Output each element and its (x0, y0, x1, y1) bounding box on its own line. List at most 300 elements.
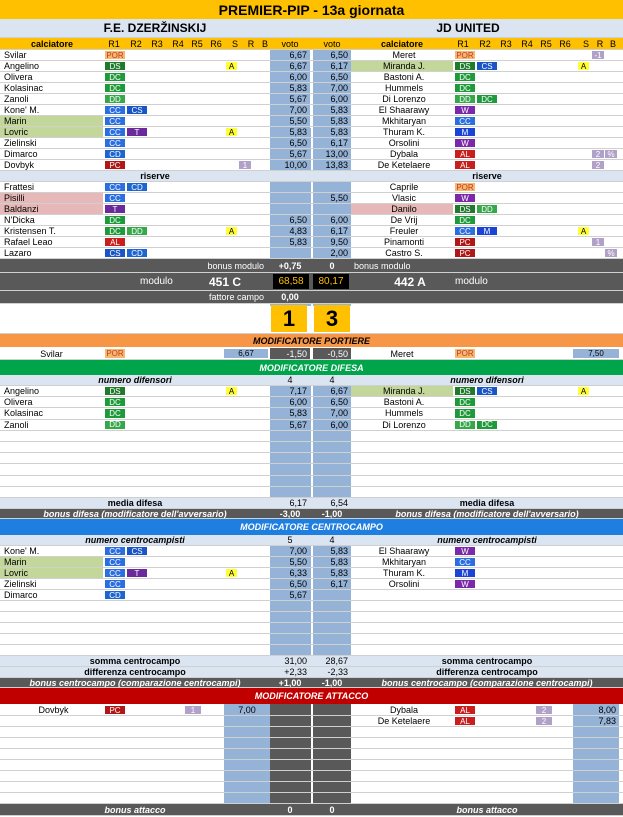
home-role-dc: DC (105, 84, 125, 92)
away-voto: 6,17 (330, 138, 348, 148)
away-role-m: M (455, 569, 475, 577)
away-voto: 6,17 (330, 61, 348, 71)
home-total: 68,58 (273, 274, 309, 289)
centrocampo-band: MODIFICATORE CENTROCAMPO (0, 519, 623, 535)
difesa-row (0, 453, 623, 464)
away-defender-name: Miranda J. (351, 386, 453, 396)
away-role-cc: CC (455, 117, 475, 125)
page-title: PREMIER-PIP - 13a giornata (0, 0, 623, 19)
home-player-name: Angelino (4, 61, 40, 71)
home-somma: 31,00 (284, 656, 307, 666)
reserve-row (0, 237, 623, 248)
home-role-cs: CS (105, 249, 125, 257)
home-header-r1: R1 (108, 38, 120, 49)
player-row (0, 127, 623, 138)
home-role-por: POR (106, 50, 124, 60)
centrocampo-row (0, 612, 623, 623)
home-bonus-modulo: +0,75 (278, 260, 302, 271)
home-bonus-difesa: -3,00 (279, 509, 301, 518)
team-header-row (0, 19, 623, 38)
away-header-s: S (582, 38, 589, 49)
home-modulo-label: modulo (140, 276, 173, 287)
home-role-cs: CS (127, 547, 147, 555)
away-bonus-difesa-label: bonus difesa (modificatore dell'avversario) (395, 509, 579, 518)
bonus-attacco-row (0, 804, 623, 816)
away-voto: 7,00 (330, 83, 348, 93)
home-role-cc: CC (105, 569, 125, 577)
home-gk-mod: -1,50 (270, 348, 310, 359)
home-voto: 5,83 (289, 83, 307, 93)
away-player-name: Miranda J. (351, 61, 453, 71)
home-role-cs: CS (127, 106, 147, 114)
away-defender-name: Di Lorenzo (382, 419, 426, 430)
away-role-por: POR (456, 182, 474, 192)
home-voto: 6,67 (289, 50, 307, 60)
home-voto: 6,00 (289, 72, 307, 82)
away-team-name: JD UNITED (436, 21, 500, 35)
home-role-ds: DS (105, 387, 125, 395)
attacco-row (0, 716, 623, 727)
home-role-cd: CD (105, 591, 125, 599)
away-forward-voto: 7,83 (598, 716, 616, 726)
home-player-name: Zielinski (4, 138, 37, 148)
away-gk-name: Meret (390, 348, 414, 359)
home-centrocampo-n: 5 (287, 535, 293, 545)
away-role-dc: DC (455, 398, 475, 406)
home-reserve-name: Pisilli (0, 193, 103, 203)
away-reserve-name: Freuler (389, 226, 419, 236)
home-midfielder-voto: 6,33 (289, 568, 307, 578)
home-header-r6: R6 (210, 38, 222, 49)
away-b-badge: % (605, 249, 617, 257)
away-midfielder-voto: 5,83 (330, 546, 348, 556)
attacco-row (0, 749, 623, 760)
away-voto: 13,00 (325, 149, 348, 159)
attacco-band: MODIFICATORE ATTACCO (0, 688, 623, 704)
home-card-badge: A (226, 387, 237, 395)
differenza-centrocampo-row (0, 667, 623, 678)
fattore-campo-label: fattore campo (208, 292, 264, 302)
away-bonus-difesa: -1,00 (321, 509, 343, 518)
home-forward-voto: 7,00 (238, 705, 256, 715)
player-row (0, 138, 623, 149)
home-modulo: 451 C (208, 274, 242, 289)
home-header-calciatore: calciatore (30, 38, 74, 49)
home-role-cc: CC (105, 117, 125, 125)
away-role-pc: PC (455, 238, 475, 246)
home-role-cc: CC (105, 194, 125, 202)
away-role-ds: DS (455, 62, 475, 70)
away-header-r1: R1 (457, 38, 469, 49)
attacco-row (0, 705, 623, 716)
home-defender-voto: 5,67 (289, 419, 307, 430)
away-header-r2: R2 (479, 38, 491, 49)
home-card-badge: A (226, 227, 237, 235)
away-total: 80,17 (313, 274, 349, 289)
home-reserve-name: Kristensen T. (4, 226, 56, 236)
home-header-r: R (247, 38, 255, 49)
reserve-row (0, 215, 623, 226)
difesa-row (0, 464, 623, 475)
away-score: 3 (314, 305, 350, 332)
away-role-m: M (477, 227, 497, 235)
away-role-al: AL (455, 161, 475, 169)
away-media-difesa: 6,54 (330, 498, 348, 508)
away-voto (313, 204, 351, 214)
away-header-r4: R4 (521, 38, 533, 49)
home-role-dc: DC (105, 227, 125, 235)
home-reserve-name: N'Dicka (4, 215, 35, 225)
home-player-name: Zanoli (4, 94, 29, 104)
reserve-row (0, 248, 623, 259)
away-voto: 5,83 (330, 116, 348, 126)
away-r-badge: 2 (536, 706, 552, 714)
home-voto: 5,50 (289, 116, 307, 126)
home-player-name: Marin (0, 116, 103, 126)
home-voto: 6,50 (289, 138, 307, 148)
away-role-dc: DC (455, 216, 475, 224)
away-somma-label: somma centrocampo (441, 656, 533, 666)
player-row (0, 94, 623, 105)
home-midfielder-voto: 5,67 (289, 590, 307, 600)
home-voto: 6,50 (289, 215, 307, 225)
away-reserve-name: De Vrij (390, 215, 418, 225)
away-role-w: W (455, 194, 475, 202)
away-header-r: R (596, 38, 604, 49)
centrocampo-row (0, 634, 623, 645)
away-bonus-modulo-label: bonus modulo (354, 260, 411, 271)
away-defender-name: Hummels (384, 408, 423, 419)
away-defender-voto: 6,50 (330, 397, 348, 408)
home-header-b: B (261, 38, 268, 49)
away-role-cs: CS (477, 62, 497, 70)
home-role-t: T (127, 569, 147, 577)
away-defender-voto: 6,00 (330, 419, 348, 430)
away-defender-voto: 7,00 (330, 408, 348, 419)
home-role-ds: DS (105, 62, 125, 70)
attacco-row (0, 771, 623, 782)
home-role-cd: CD (127, 183, 147, 191)
away-role-por: POR (456, 50, 474, 60)
score-row (0, 304, 623, 334)
reserve-row (0, 204, 623, 215)
away-difesa-n: 4 (329, 375, 335, 385)
home-role-cd: CD (105, 150, 125, 158)
player-row (0, 61, 623, 72)
home-difesa-n: 4 (287, 375, 293, 385)
home-role-dd: DD (127, 227, 147, 235)
away-bonus-attacco: 0 (329, 804, 335, 815)
bonus-centrocampo-row (0, 678, 623, 688)
home-role-al: AL (105, 238, 125, 246)
away-r-badge: 1 (592, 238, 604, 246)
home-voto (270, 204, 310, 214)
away-role-ds: DS (455, 387, 475, 395)
away-bonus-cc: -1,00 (321, 678, 343, 687)
centrocampo-row (0, 645, 623, 656)
away-header-r6: R6 (559, 38, 571, 49)
away-role-dd: DD (455, 95, 475, 103)
away-midfielder-voto: 5,83 (330, 568, 348, 578)
away-card-badge: A (578, 387, 589, 395)
away-player-name: Thuram K. (382, 127, 425, 137)
home-player-name: Lovric (0, 127, 103, 137)
away-role-al: AL (455, 706, 475, 714)
home-difesa-label: numero difensori (98, 375, 172, 385)
away-header-r3: R3 (500, 38, 512, 49)
home-defender-name: Olivera (4, 397, 33, 408)
away-gk-voto: 7,50 (573, 349, 619, 358)
home-score: 1 (271, 305, 307, 332)
away-forward-voto: 8,00 (598, 705, 616, 715)
difesa-row (0, 431, 623, 442)
home-gk-name: Svilar (40, 348, 63, 359)
home-voto (270, 248, 310, 258)
away-role-w: W (455, 106, 475, 114)
away-voto: 6,50 (330, 50, 348, 60)
home-voto: 5,83 (289, 127, 307, 137)
away-voto: 6,17 (330, 226, 348, 236)
home-role-dc: DC (105, 73, 125, 81)
player-row (0, 50, 623, 61)
attacco-row (0, 782, 623, 793)
home-role-cc: CC (105, 183, 125, 191)
away-midfielder-voto: 5,83 (330, 557, 348, 567)
away-reserve-name: Pinamonti (383, 237, 425, 247)
away-forward-name: De Ketelaere (377, 716, 431, 726)
away-role-dc: DC (477, 421, 497, 429)
home-midfielder-name: Dimarco (4, 590, 38, 600)
home-r-badge: 1 (239, 161, 251, 169)
away-voto: 5,50 (330, 193, 348, 203)
home-gk-role: POR (106, 349, 124, 358)
away-modulo: 442 A (394, 274, 426, 289)
home-voto: 10,00 (284, 160, 307, 170)
home-header-voto: voto (281, 38, 299, 49)
home-midfielder-name: Kone' M. (4, 546, 40, 556)
away-player-name: Di Lorenzo (382, 94, 426, 104)
away-defender-name: Bastoni A. (383, 397, 425, 408)
home-voto (270, 193, 310, 203)
home-role-cc: CC (105, 558, 125, 566)
home-player-name: Olivera (4, 72, 33, 82)
home-role-pc: PC (105, 706, 125, 714)
home-voto: 6,67 (289, 61, 307, 71)
difesa-row (0, 408, 623, 419)
home-role-cd: CD (127, 249, 147, 257)
home-card-badge: A (226, 569, 237, 577)
away-r-badge: -1 (592, 51, 604, 59)
home-gk-voto: 6,67 (224, 349, 268, 358)
away-role-dd: DD (477, 205, 497, 213)
home-somma-label: somma centrocampo (89, 656, 181, 666)
home-bonus-difesa-label: bonus difesa (modificatore dell'avversario) (43, 509, 227, 518)
away-role-cc: CC (455, 227, 475, 235)
home-role-dd: DD (105, 95, 125, 103)
home-header-s: S (231, 38, 238, 49)
player-row (0, 83, 623, 94)
away-role-dc: DC (455, 409, 475, 417)
home-player-name: Dovbyk (4, 160, 35, 170)
bonus-difesa-row (0, 509, 623, 519)
portiere-band: MODIFICATORE PORTIERE (0, 334, 623, 347)
home-midfielder-name: Marin (0, 557, 103, 567)
centrocampo-row (0, 579, 623, 590)
home-header-r4: R4 (172, 38, 184, 49)
centrocampo-header (0, 535, 623, 546)
away-midfielder-name: El Shaarawy (378, 546, 430, 556)
away-player-name: El Shaarawy (378, 105, 430, 115)
away-role-dc: DC (477, 95, 497, 103)
home-midfielder-name: Lovric (0, 568, 103, 578)
difesa-row (0, 487, 623, 498)
home-role-cc: CC (105, 106, 125, 114)
away-player-name: De Ketelaere (377, 160, 431, 170)
home-role-dc: DC (105, 409, 125, 417)
home-role-t: T (105, 205, 125, 213)
centrocampo-row (0, 601, 623, 612)
home-bonus-cc-label: bonus centrocampo (comparazione centrocampi) (29, 678, 241, 687)
away-somma: 28,67 (325, 656, 348, 666)
away-r-badge: 2 (592, 161, 604, 169)
difesa-row (0, 476, 623, 487)
home-role-dc: DC (105, 216, 125, 224)
away-player-name: Hummels (384, 83, 423, 93)
home-reserve-name: Lazaro (4, 248, 32, 258)
away-reserve-name: Vlasic (391, 193, 416, 203)
home-player-name: Kolasinac (4, 83, 44, 93)
home-bonus-cc: +1,00 (278, 678, 302, 687)
away-role-w: W (455, 139, 475, 147)
home-role-dc: DC (105, 398, 125, 406)
difesa-row (0, 442, 623, 453)
away-card-badge: A (578, 62, 589, 70)
away-bonus-cc-label: bonus centrocampo (comparazione centrocampi) (381, 678, 593, 687)
away-difesa-label: numero difensori (450, 375, 524, 385)
home-media-label: media difesa (107, 498, 163, 508)
home-midfielder-voto: 7,00 (289, 546, 307, 556)
attacco-row (0, 793, 623, 804)
away-voto: 6,00 (330, 94, 348, 104)
home-card-badge: A (226, 62, 237, 70)
home-player-name: Dimarco (4, 149, 38, 159)
home-voto: 7,00 (289, 105, 307, 115)
player-row (0, 149, 623, 160)
home-role-cc: CC (105, 580, 125, 588)
away-role-dc: DC (455, 84, 475, 92)
column-header-row (0, 38, 623, 50)
home-header-r3: R3 (151, 38, 163, 49)
away-r-badge: 2 (536, 717, 552, 725)
centrocampo-row (0, 623, 623, 634)
away-role-m: M (455, 128, 475, 136)
reserve-row (0, 226, 623, 237)
home-r-badge: 1 (185, 706, 201, 714)
home-player-name: Kone' M. (4, 105, 40, 115)
player-row (0, 72, 623, 83)
attacco-row (0, 727, 623, 738)
centrocampo-row (0, 557, 623, 568)
bonus-modulo-row (0, 259, 623, 273)
home-defender-voto: 7,17 (289, 386, 307, 397)
player-row (0, 160, 623, 171)
away-voto: 5,83 (330, 127, 348, 137)
somma-centrocampo-row (0, 656, 623, 667)
portiere-row (0, 348, 623, 360)
away-reserves-label: riserve (472, 171, 502, 181)
home-voto: 4,83 (289, 226, 307, 236)
away-role-dd: DD (455, 421, 475, 429)
away-voto: 9,50 (330, 237, 348, 247)
home-midfielder-name: Zielinski (4, 579, 37, 589)
reserve-row (0, 182, 623, 193)
difesa-row (0, 386, 623, 397)
difesa-row (0, 397, 623, 408)
away-reserve-name: Castro S. (385, 248, 423, 258)
home-defender-name: Zanoli (4, 419, 29, 430)
home-card-badge: A (226, 128, 237, 136)
home-header-r5: R5 (191, 38, 203, 49)
home-centrocampo-label: numero centrocampisti (85, 535, 185, 545)
away-centrocampo-n: 4 (329, 535, 335, 545)
away-bonus-attacco-label: bonus attacco (456, 804, 518, 815)
away-player-name: Dybala (389, 149, 418, 159)
away-role-cs: CS (477, 387, 497, 395)
player-row (0, 105, 623, 116)
away-gk-role: POR (456, 349, 474, 358)
home-player-name: Svilar (4, 50, 27, 60)
centrocampo-row (0, 546, 623, 557)
fattore-campo-value: 0,00 (281, 292, 299, 302)
home-role-pc: PC (105, 161, 125, 169)
home-role-t: T (127, 128, 147, 136)
away-player-name: Orsolini (388, 138, 420, 148)
fattore-campo-row (0, 291, 623, 304)
home-role-cc: CC (105, 139, 125, 147)
home-midfielder-voto: 5,50 (289, 557, 307, 567)
attacco-row (0, 738, 623, 749)
away-midfielder-name: Mkhitaryan (381, 557, 426, 567)
home-midfielder-voto: 6,50 (289, 579, 307, 589)
away-modulo-label: modulo (455, 276, 488, 287)
home-header-r2: R2 (130, 38, 142, 49)
away-header-calciatore: calciatore (380, 38, 424, 49)
home-defender-name: Angelino (4, 386, 40, 397)
home-defender-voto: 6,00 (289, 397, 307, 408)
away-role-pc: PC (455, 249, 475, 257)
home-role-dd: DD (105, 421, 125, 429)
away-header-r5: R5 (540, 38, 552, 49)
away-gk-mod: -0,50 (313, 348, 351, 359)
home-reserves-label: riserve (140, 171, 170, 181)
home-team-name: F.E. DZERŽINSKIJ (103, 21, 207, 35)
away-role-al: AL (455, 150, 475, 158)
away-role-w: W (455, 547, 475, 555)
away-diff: -2,33 (327, 667, 348, 677)
attacco-row (0, 760, 623, 771)
away-diff-label: differenza centrocampo (436, 667, 538, 677)
away-player-name: Meret (392, 50, 416, 60)
away-reserve-name: Danilo (351, 204, 453, 214)
away-midfielder-voto: 6,17 (330, 579, 348, 589)
away-voto: 5,83 (330, 105, 348, 115)
home-forward-name: Dovbyk (38, 705, 69, 715)
centrocampo-row (0, 568, 623, 579)
away-midfielder-name: Orsolini (388, 579, 420, 589)
away-voto: 6,50 (330, 72, 348, 82)
away-role-cc: CC (455, 558, 475, 566)
away-player-name: Mkhitaryan (381, 116, 426, 126)
